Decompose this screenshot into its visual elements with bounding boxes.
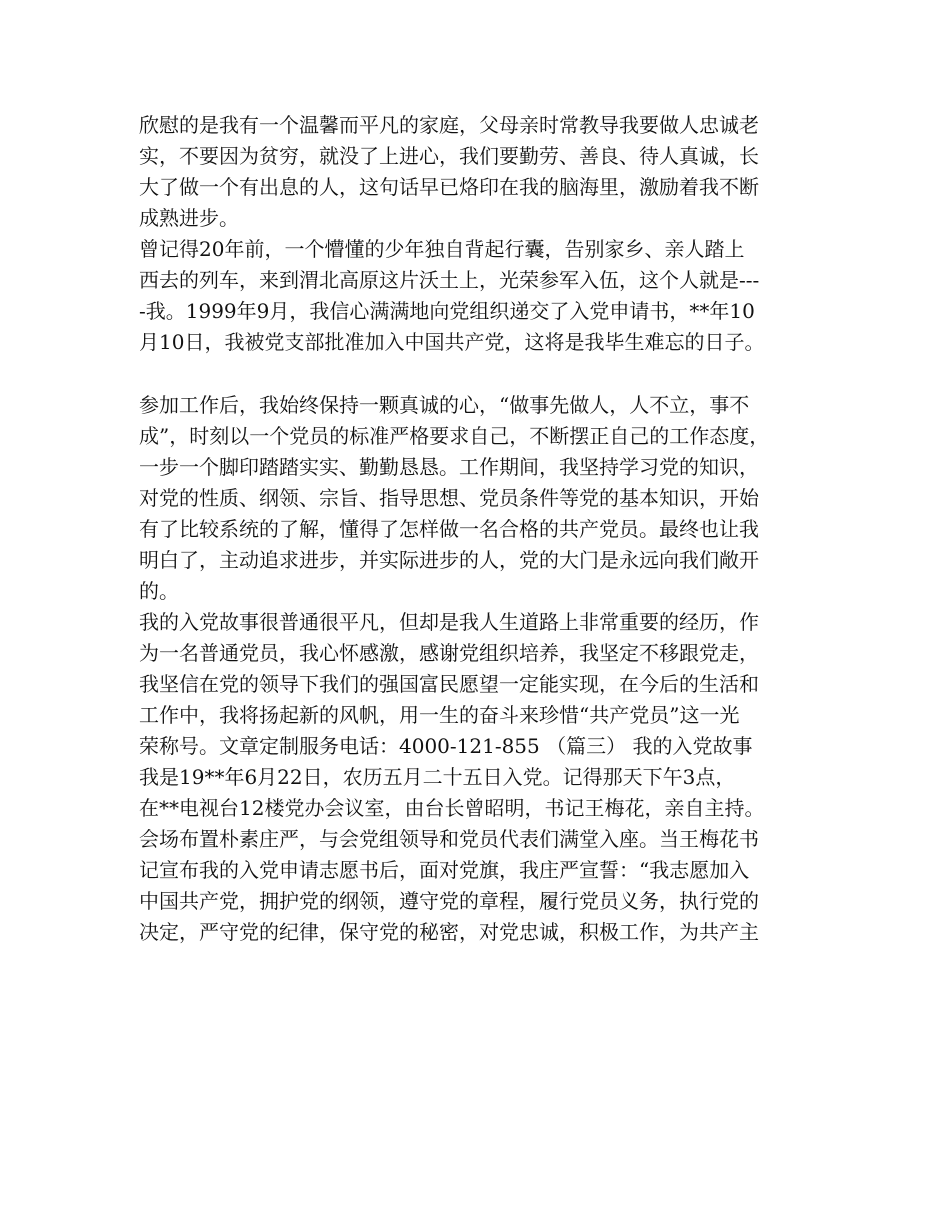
text-line: -我。1999年9月，我信心满满地向党组织递交了入党申请书，**年10: [139, 299, 755, 323]
text-line: 参加工作后，我始终保持一颗真诚的心，“做事先做人，人不立，事不: [139, 393, 750, 417]
text-line: 决定，严守党的纪律，保守党的秘密，对党忠诚，积极工作，为共产主: [139, 920, 759, 944]
text-line: 曾记得20年前，一个懵懂的少年独自背起行囊，告别家乡、亲人踏上: [139, 237, 745, 261]
text-line: 欣慰的是我有一个温馨而平凡的家庭，父母亲时常教导我要做人忠诚老: [139, 113, 759, 137]
text-line: 为一名普通党员，我心怀感激，感谢党组织培养，我坚定不移跟党走，: [139, 641, 759, 665]
text-line: 工作中，我将扬起新的风帆，用一生的奋斗来珍惜“共产党员”这一光: [139, 703, 740, 727]
text-line: 的。: [139, 579, 179, 603]
text-line: 月10日，我被党支部批准加入中国共产党，这将是我毕生难忘的日子。: [139, 330, 765, 354]
text-line: 西去的列车，来到渭北高原这片沃土上，光荣参军入伍，这个人就是---: [139, 268, 760, 292]
text-line: 荣称号。文章定制服务电话：4000-121-855 （篇三） 我的入党故事: [139, 734, 753, 758]
text-line: 明白了，主动追求进步，并实际进步的人，党的大门是永远向我们敞开: [139, 548, 759, 572]
text-line: 会场布置朴素庄严，与会党组领导和党员代表们满堂入座。当王梅花书: [139, 827, 759, 851]
text-line: 成熟进步。: [139, 206, 239, 230]
text-line: 成”，时刻以一个党员的标准严格要求自己，不断摆正自己的工作态度，: [139, 424, 770, 448]
text-line: 实，不要因为贫穷，就没了上进心，我们要勤劳、善良、待人真诚，长: [139, 144, 759, 168]
text-line: 我坚信在党的领导下我们的强国富民愿望一定能实现，在今后的生活和: [139, 672, 759, 696]
text-line: 中国共产党，拥护党的纲领，遵守党的章程，履行党员义务，执行党的: [139, 889, 759, 913]
text-line: 一步一个脚印踏踏实实、勤勤恳恳。工作期间，我坚持学习党的知识，: [139, 455, 759, 479]
text-line: 对党的性质、纲领、宗旨、指导思想、党员条件等党的基本知识，开始: [139, 486, 759, 510]
text-line: 我是19**年6月22日，农历五月二十五日入党。记得那天下午3点，: [139, 765, 736, 789]
text-line: 有了比较系统的了解，懂得了怎样做一名合格的共产党员。最终也让我: [139, 517, 759, 541]
text-line: 我的入党故事很普通很平凡，但却是我人生道路上非常重要的经历，作: [139, 610, 759, 634]
text-line: 大了做一个有出息的人，这句话早已烙印在我的脑海里，激励着我不断: [139, 175, 759, 199]
text-line: 在**电视台12楼党办会议室，由台长曾昭明，书记王梅花，亲自主持。: [139, 796, 765, 820]
text-line: 记宣布我的入党申请志愿书后，面对党旗，我庄严宣誓：“我志愿加入: [139, 858, 750, 882]
